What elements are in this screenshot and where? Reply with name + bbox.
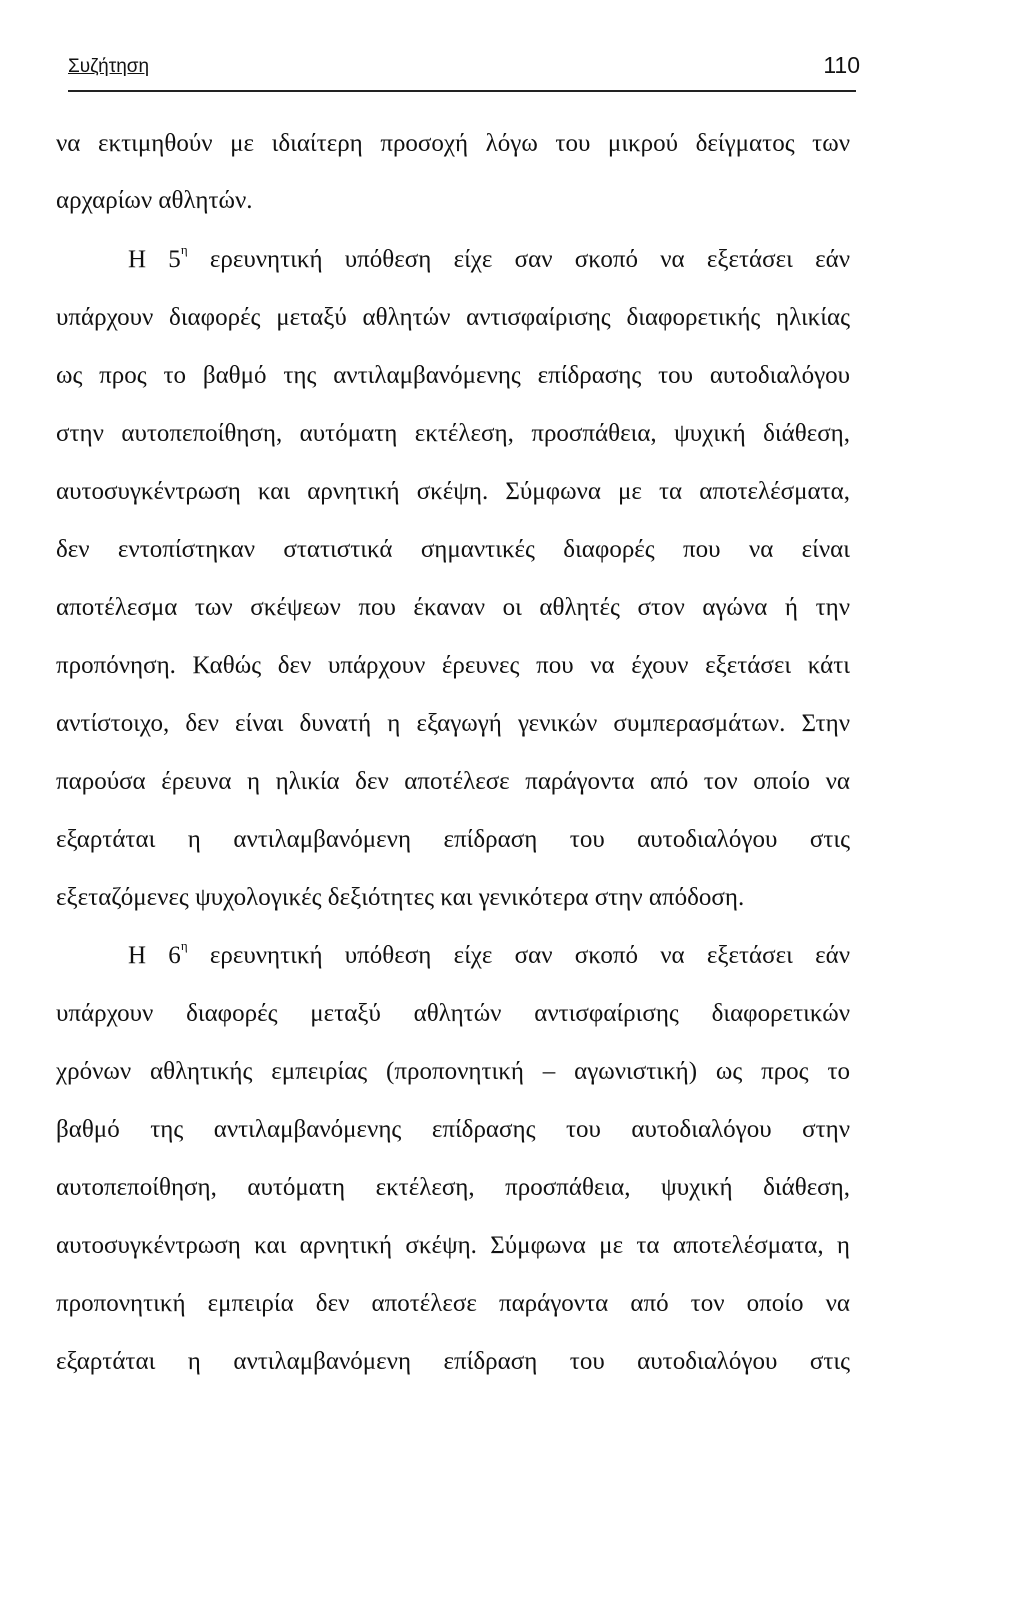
text-line: υπάρχουν διαφορές μεταξύ αθλητών αντισφαίρισης διαφορετικής ηλικίας	[56, 304, 850, 331]
text-line: αυτοσυγκέντρωση και αρνητική σκέψη. Σύμφωνα με τα αποτελέσματα,	[56, 478, 850, 505]
text-line: προπόνηση. Καθώς δεν υπάρχουν έρευνες που να έχουν εξετάσει κάτι	[56, 652, 850, 679]
line-text: Η 5	[128, 246, 181, 273]
text-line: αποτέλεσμα των σκέψεων που έκαναν οι αθλητές στον αγώνα ή την	[56, 594, 850, 621]
page-number: 110	[823, 52, 860, 78]
line-text: ερευνητική υπόθεση είχε σαν σκοπό να εξετάσει εάν	[187, 942, 850, 969]
text-line: αυτοπεποίθηση, αυτόματη εκτέλεση, προσπάθεια, ψυχική διάθεση,	[56, 1174, 850, 1201]
text-line: στην αυτοπεποίθηση, αυτόματη εκτέλεση, προσπάθεια, ψυχική διάθεση,	[56, 420, 850, 447]
ordinal-superscript: η	[180, 241, 188, 257]
text-line: εξαρτάται η αντιλαμβανόμενη επίδραση του αυτοδιαλόγου στις	[56, 1348, 850, 1375]
ordinal-superscript: η	[180, 937, 188, 953]
text-line: δεν εντοπίστηκαν στατιστικά σημαντικές διαφορές που να είναι	[56, 536, 850, 563]
text-line: αντίστοιχο, δεν είναι δυνατή η εξαγωγή γενικών συμπερασμάτων. Στην	[56, 710, 850, 737]
section-title: Συζήτηση	[68, 56, 150, 77]
text-line: προπονητική εμπειρία δεν αποτέλεσε παράγοντα από τον οποίο να	[56, 1290, 850, 1317]
text-line: αυτοσυγκέντρωση και αρνητική σκέψη. Σύμφωνα με τα αποτελέσματα, η	[56, 1232, 850, 1259]
text-line: ως προς το βαθμό της αντιλαμβανόμενης επίδρασης του αυτοδιαλόγου	[56, 362, 850, 389]
text-line: χρόνων αθλητικής εμπειρίας (προπονητική – αγωνιστική) ως προς το	[56, 1058, 850, 1085]
text-line: υπάρχουν διαφορές μεταξύ αθλητών αντισφαίρισης διαφορετικών	[56, 1000, 850, 1027]
text-line: εξαρτάται η αντιλαμβανόμενη επίδραση του αυτοδιαλόγου στις	[56, 826, 850, 853]
text-line: αρχαρίων αθλητών.	[56, 187, 253, 214]
line-text: Η 6	[128, 942, 181, 969]
page-header	[68, 50, 860, 92]
text-line	[128, 240, 850, 280]
line-text: ερευνητική υπόθεση είχε σαν σκοπό να εξετάσει εάν	[187, 246, 850, 273]
text-line	[128, 936, 850, 976]
text-line: εξεταζόμενες ψυχολογικές δεξιότητες και γενικότερα στην απόδοση.	[56, 884, 745, 911]
text-line: βαθμό της αντιλαμβανόμενης επίδρασης του αυτοδιαλόγου στην	[56, 1116, 850, 1143]
text-line: να εκτιμηθούν με ιδιαίτερη προσοχή λόγω του μικρού δείγματος των	[56, 130, 850, 157]
text-line: παρούσα έρευνα η ηλικία δεν αποτέλεσε παράγοντα από τον οποίο να	[56, 768, 850, 795]
